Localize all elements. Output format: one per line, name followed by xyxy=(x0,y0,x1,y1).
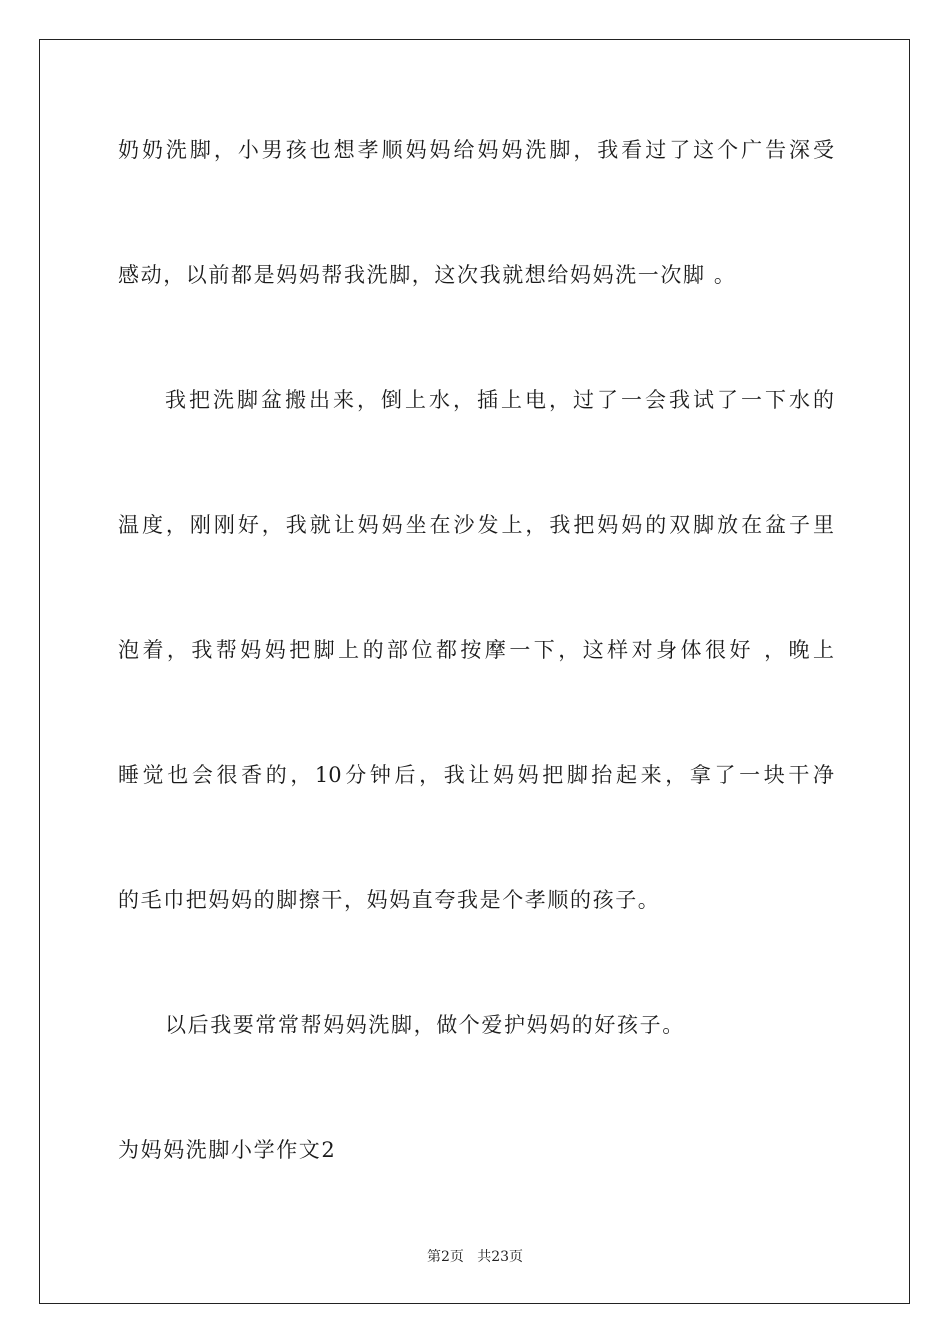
text-line: 感动，以前都是妈妈帮我洗脚，这次我就想给妈妈洗一次脚 。 xyxy=(118,263,737,287)
paragraph-start-line: 以后我要常常帮妈妈洗脚，做个爱护妈妈的好孩子。 xyxy=(165,1013,685,1037)
paragraph-start-line: 我把洗脚盆搬出来，倒上水，插上电，过了一会我试了一下水的 xyxy=(165,388,834,412)
text-line: 睡觉也会很香的，10分钟后，我让妈妈把脚抬起来，拿了一块干净 xyxy=(118,763,834,787)
text-line: 的毛巾把妈妈的脚擦干，妈妈直夸我是个孝顺的孩子。 xyxy=(118,888,661,912)
text-line: 泡着，我帮妈妈把脚上的部位都按摩一下，这样对身体很好 ，晚上 xyxy=(118,638,834,662)
text-line: 奶奶洗脚，小男孩也想孝顺妈妈给妈妈洗脚，我看过了这个广告深受 xyxy=(118,138,834,162)
section-title: 为妈妈洗脚小学作文2 xyxy=(118,1138,337,1162)
page-number: 第2页 共23页 xyxy=(426,1249,524,1265)
text-line: 温度，刚刚好，我就让妈妈坐在沙发上，我把妈妈的双脚放在盆子里 xyxy=(118,513,834,537)
page-border xyxy=(39,39,910,1304)
